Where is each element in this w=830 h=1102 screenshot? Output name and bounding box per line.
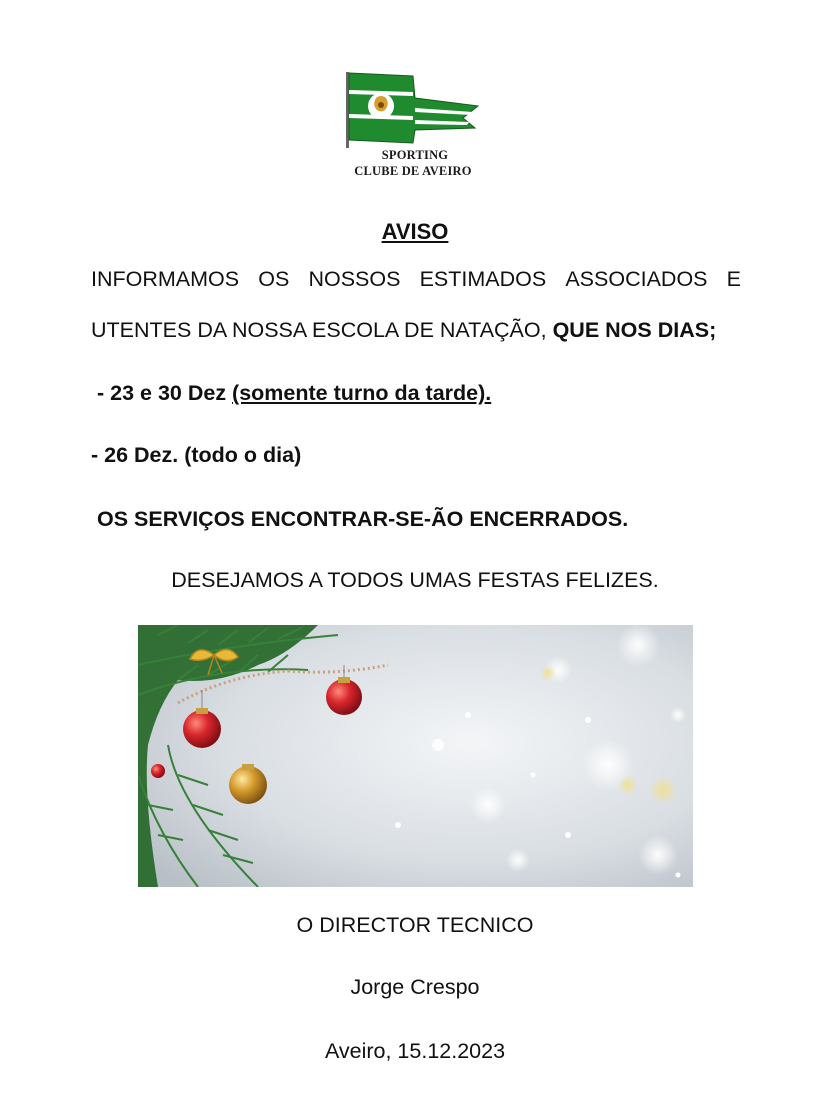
club-flag-icon bbox=[343, 68, 493, 148]
logo-text-line1: SPORTING bbox=[381, 148, 449, 162]
closure-date-2: - 26 Dez. (todo o dia) bbox=[91, 443, 302, 467]
christmas-decoration-icon bbox=[138, 625, 693, 887]
intro-line-2 bbox=[91, 318, 741, 343]
signature-place-date: Aveiro, 15.12.2023 bbox=[324, 1039, 506, 1063]
intro-word: NOSSOS bbox=[308, 267, 401, 291]
intro-line2-bold: QUE NOS DIAS; bbox=[552, 318, 717, 342]
intro-word: OS bbox=[258, 267, 290, 291]
intro-word: E bbox=[726, 267, 741, 291]
closure-date-1 bbox=[97, 381, 491, 406]
intro-word: INFORMAMOS bbox=[91, 267, 240, 291]
date1-note: (somente turno da tarde). bbox=[232, 381, 492, 405]
intro-line-1 bbox=[91, 267, 741, 292]
club-logo bbox=[343, 68, 493, 180]
logo-text-line2: CLUBE DE AVEIRO bbox=[354, 164, 472, 178]
holiday-wishes: DESEJAMOS A TODOS UMAS FESTAS FELIZES. bbox=[171, 568, 659, 592]
intro-word: ESTIMADOS bbox=[419, 267, 547, 291]
intro-word: ASSOCIADOS bbox=[565, 267, 708, 291]
notice-title: AVISO bbox=[381, 219, 449, 244]
signature-name: Jorge Crespo bbox=[350, 975, 480, 999]
christmas-image bbox=[138, 625, 693, 887]
intro-line2-regular: UTENTES DA NOSSA ESCOLA DE NATAÇÃO, bbox=[91, 318, 553, 342]
closed-statement: OS SERVIÇOS ENCONTRAR-SE-ÃO ENCERRADOS. bbox=[97, 507, 629, 531]
signature-role: O DIRECTOR TECNICO bbox=[296, 913, 534, 937]
date1-prefix: - 23 e 30 Dez bbox=[97, 381, 233, 405]
